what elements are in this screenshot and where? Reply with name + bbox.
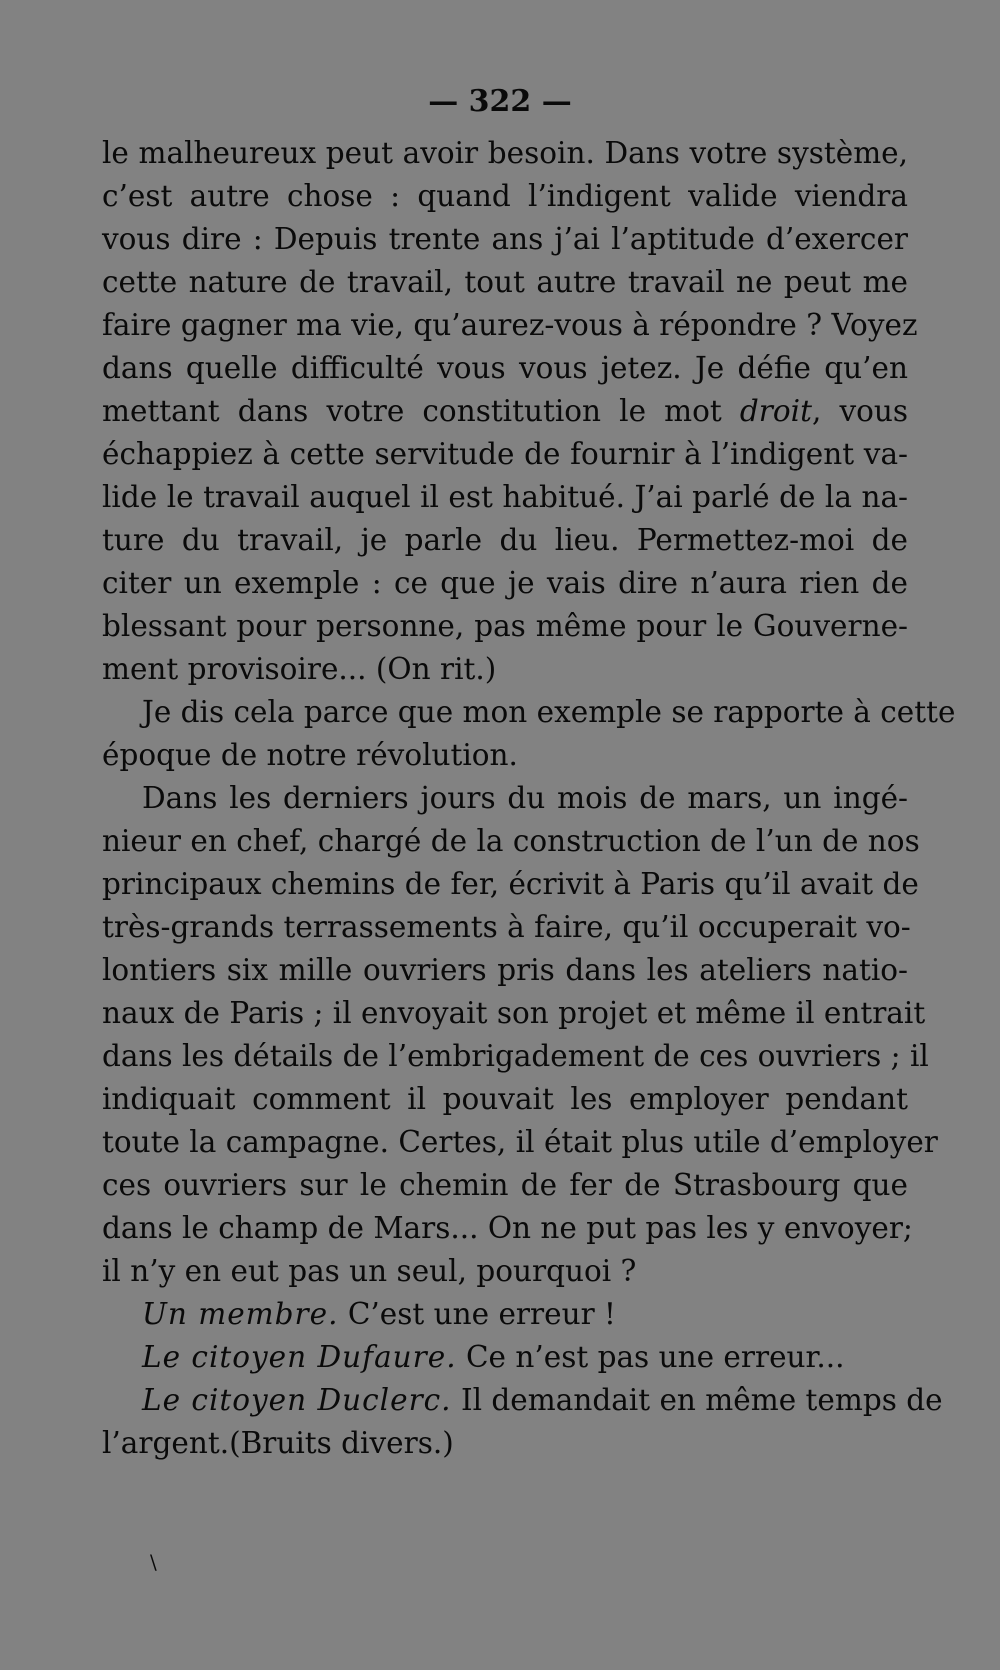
text-line: indiquait comment il pouvait les employer pendant <box>102 1082 908 1116</box>
text-line: lontiers six mille ouvriers pris dans les ateliers natio- <box>102 953 908 987</box>
text-line: dans le champ de Mars... On ne put pas les y envoyer; <box>102 1211 913 1245</box>
text-line: ment provisoire... (On rit.) <box>102 652 497 686</box>
text-segment: mettant dans votre constitution le mot <box>102 394 740 428</box>
text-line: citer un exemple : ce que je vais dire n’aura rien de <box>102 566 908 600</box>
text-line: il n’y en eut pas un seul, pourquoi ? <box>102 1254 637 1288</box>
page-number: — 322 — <box>428 84 572 119</box>
text-line: toute la campagne. Certes, il était plus utile d’employer <box>102 1125 938 1159</box>
dialogue-line <box>142 1291 908 1337</box>
text-line: c’est autre chose : quand l’indigent valide viendra <box>102 179 908 213</box>
speaker-name: Le citoyen Dufaure. <box>142 1340 457 1374</box>
text-line: ture du travail, je parle du lieu. Permettez-moi de <box>102 523 908 557</box>
text-line <box>102 388 908 434</box>
text-line: Dans les derniers jours du mois de mars, un ingé- <box>142 781 908 815</box>
text-line: le malheureux peut avoir besoin. Dans votre système, <box>102 136 908 170</box>
text-line: Je dis cela parce que mon exemple se rapporte à cette <box>142 695 956 729</box>
text-line: l’argent.(Bruits divers.) <box>102 1426 454 1460</box>
stray-ink-mark: \ <box>150 1550 157 1574</box>
text-line: faire gagner ma vie, qu’aurez-vous à répondre ? Voyez <box>102 308 918 342</box>
text-line: ces ouvriers sur le chemin de fer de Strasbourg que <box>102 1168 908 1202</box>
speech-text: Il demandait en même temps de <box>451 1383 943 1417</box>
dialogue-line <box>142 1377 943 1423</box>
text-segment: , vous <box>811 394 909 428</box>
text-line: époque de notre révolution. <box>102 738 518 772</box>
speech-text: Ce n’est pas une erreur... <box>456 1340 845 1374</box>
emphasized-word: droit <box>739 394 812 428</box>
speech-text: C’est une erreur ! <box>338 1297 616 1331</box>
text-line: principaux chemins de fer, écrivit à Paris qu’il avait de <box>102 867 919 901</box>
text-line: dans quelle difficulté vous vous jetez. Je défie qu’en <box>102 351 908 385</box>
text-line: naux de Paris ; il envoyait son projet et même il entrait <box>102 996 926 1030</box>
text-line: lide le travail auquel il est habitué. J’ai parlé de la na- <box>102 480 908 514</box>
text-line: blessant pour personne, pas même pour le Gouverne- <box>102 609 908 643</box>
text-line: échappiez à cette servitude de fournir à l’indigent va- <box>102 437 908 471</box>
text-line: dans les détails de l’embrigadement de ces ouvriers ; il <box>102 1039 929 1073</box>
text-line: très-grands terrassements à faire, qu’il occuperait vo- <box>102 910 911 944</box>
dialogue-line <box>142 1334 908 1380</box>
text-line: cette nature de travail, tout autre travail ne peut me <box>102 265 908 299</box>
speaker-name: Le citoyen Duclerc. <box>142 1383 452 1417</box>
text-line: vous dire : Depuis trente ans j’ai l’aptitude d’exercer <box>102 222 908 256</box>
speaker-name: Un membre. <box>142 1297 339 1331</box>
text-line: nieur en chef, chargé de la construction de l’un de nos <box>102 824 920 858</box>
